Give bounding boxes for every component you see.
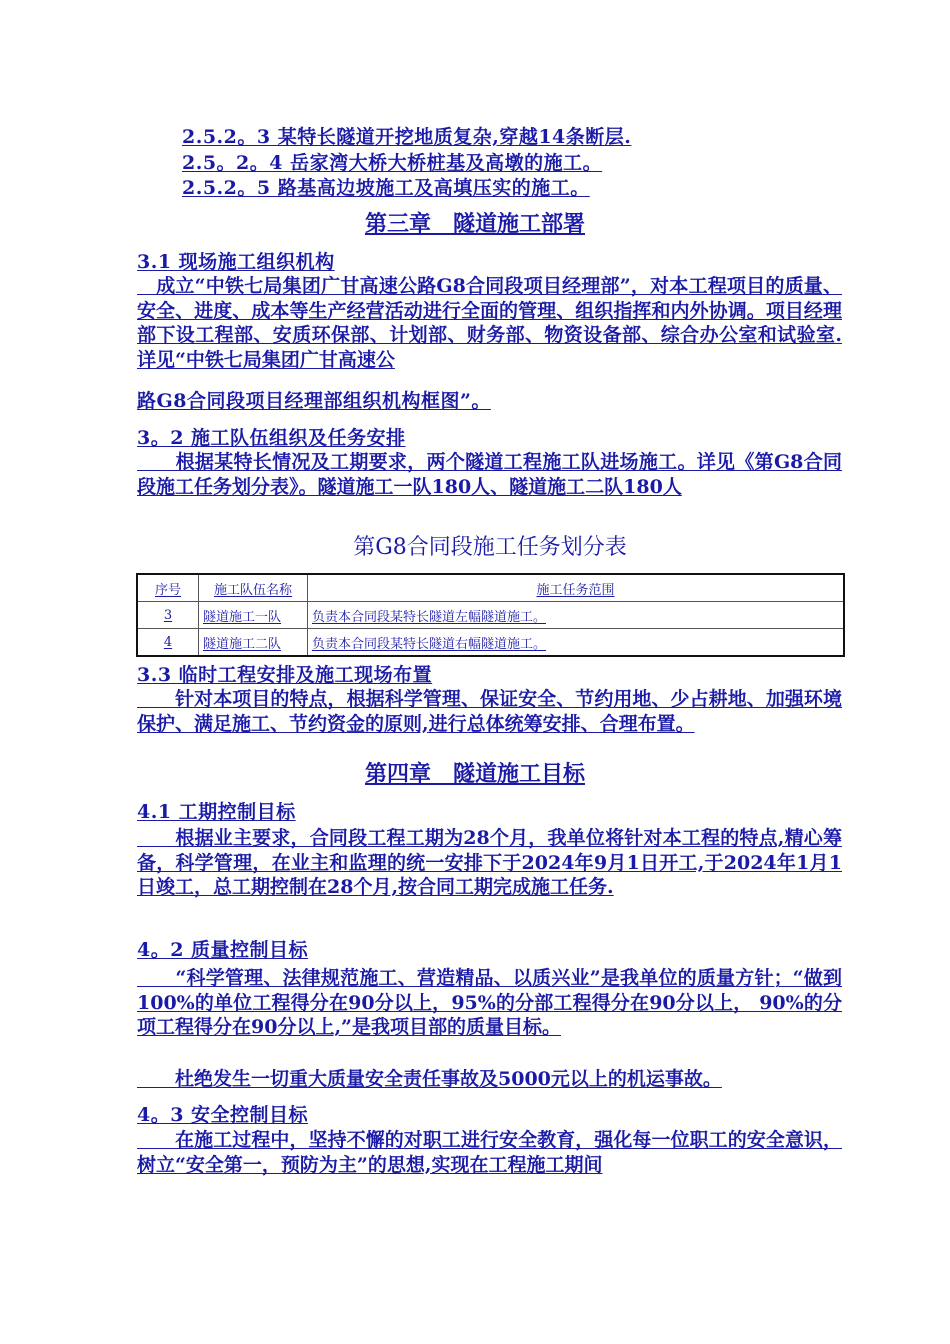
section-3-2-paragraph bbox=[137, 450, 842, 499]
task-table-title: 第G8合同段施工任务划分表 bbox=[353, 535, 627, 560]
section-3-1-paragraph-tail: 路G8合同段项目经理部组织机构框图”。 bbox=[137, 390, 491, 412]
cell-scope: 负责本合同段某特长隧道右幅隧道施工。 bbox=[308, 629, 845, 657]
section-4-2-text-2: 杜绝发生一切重大质量安全责任事故及5000元以上的机运事故。 bbox=[137, 1068, 722, 1090]
cell-number: 4 bbox=[137, 629, 199, 657]
section-3-2-text: 根据某特长情况及工期要求，两个隧道工程施工队进场施工。详见《第G8合同段施工任务划分表》。隧道施工一队180人、隧道施工二队180人 bbox=[137, 451, 842, 498]
section-4-2-text: “科学管理、法律规范施工、营造精品、以质兴业”是我单位的质量方针；“做到100%的单位工程得分在90分以上，95%的分部工程得分在90分以上， 90%的分项工程得分在90分以上,”是我项目部的质量目标。 bbox=[137, 967, 842, 1038]
column-header-scope: 施工任务范围 bbox=[308, 574, 845, 602]
column-header-number: 序号 bbox=[137, 574, 199, 602]
section-4-2-paragraph bbox=[137, 966, 842, 1040]
toc-entry-2-5-2-3: 2.5.2。3 某特长隧道开挖地质复杂,穿越14条断层. bbox=[182, 126, 632, 148]
section-4-3-paragraph bbox=[137, 1128, 842, 1177]
section-4-2-paragraph-2 bbox=[137, 1067, 842, 1092]
task-division-table bbox=[136, 573, 845, 657]
section-3-1-paragraph bbox=[137, 274, 842, 372]
cell-team: 隧道施工一队 bbox=[199, 602, 308, 629]
section-4-1-heading: 4.1 工期控制目标 bbox=[137, 801, 296, 823]
chapter-4-title: 第四章 隧道施工目标 bbox=[364, 761, 585, 787]
cell-number: 3 bbox=[137, 602, 199, 629]
cell-scope: 负责本合同段某特长隧道左幅隧道施工。 bbox=[308, 602, 845, 629]
section-3-3-paragraph bbox=[137, 687, 842, 736]
section-3-3-heading: 3.3 临时工程安排及施工现场布置 bbox=[137, 664, 433, 686]
column-header-team: 施工队伍名称 bbox=[199, 574, 308, 602]
table-header-row bbox=[137, 574, 844, 602]
toc-entry-2-5-2-4: 2.5。2。4 岳家湾大桥大桥桩基及高墩的施工。 bbox=[182, 152, 603, 174]
section-4-2-heading: 4。2 质量控制目标 bbox=[137, 939, 309, 961]
section-4-1-text: 根据业主要求，合同段工程工期为28个月，我单位将针对本工程的特点,精心筹备，科学管理，在业主和监理的统一安排下于2024年9月1日开工,于2024年1月1日竣工，总工期控制在28个月,按合同工期完成施工任务. bbox=[137, 827, 842, 898]
section-3-3-text: 针对本项目的特点，根据科学管理、保证安全、节约用地、少占耕地、加强环境保护、满足施工、节约资金的原则,进行总体统筹安排、合理布置。 bbox=[137, 688, 842, 735]
section-4-3-heading: 4。3 安全控制目标 bbox=[137, 1104, 309, 1126]
cell-team: 隧道施工二队 bbox=[199, 629, 308, 657]
section-4-3-text: 在施工过程中，坚持不懈的对职工进行安全教育，强化每一位职工的安全意识，树立“安全第一，预防为主”的思想,实现在工程施工期间 bbox=[137, 1129, 842, 1176]
table-row bbox=[137, 602, 844, 629]
toc-entry-2-5-2-5: 2.5.2。5 路基高边坡施工及高填压实的施工。 bbox=[182, 177, 590, 199]
table-row bbox=[137, 629, 844, 657]
section-4-1-paragraph bbox=[137, 826, 842, 900]
section-3-1-heading: 3.1 现场施工组织机构 bbox=[137, 251, 335, 273]
section-3-2-heading: 3。2 施工队伍组织及任务安排 bbox=[137, 427, 406, 449]
section-3-1-text: 成立“中铁七局集团广甘高速公路G8合同段项目经理部”，对本工程项目的质量、安全、进度、成本等生产经营活动进行全面的管理、组织指挥和内外协调。项目经理部下设工程部、安质环保部、计划部、财务部、物资设备部、综合办公室和试验室.详见“中铁七局集团广甘高速公 bbox=[137, 275, 842, 371]
chapter-3-title: 第三章 隧道施工部署 bbox=[364, 211, 585, 237]
